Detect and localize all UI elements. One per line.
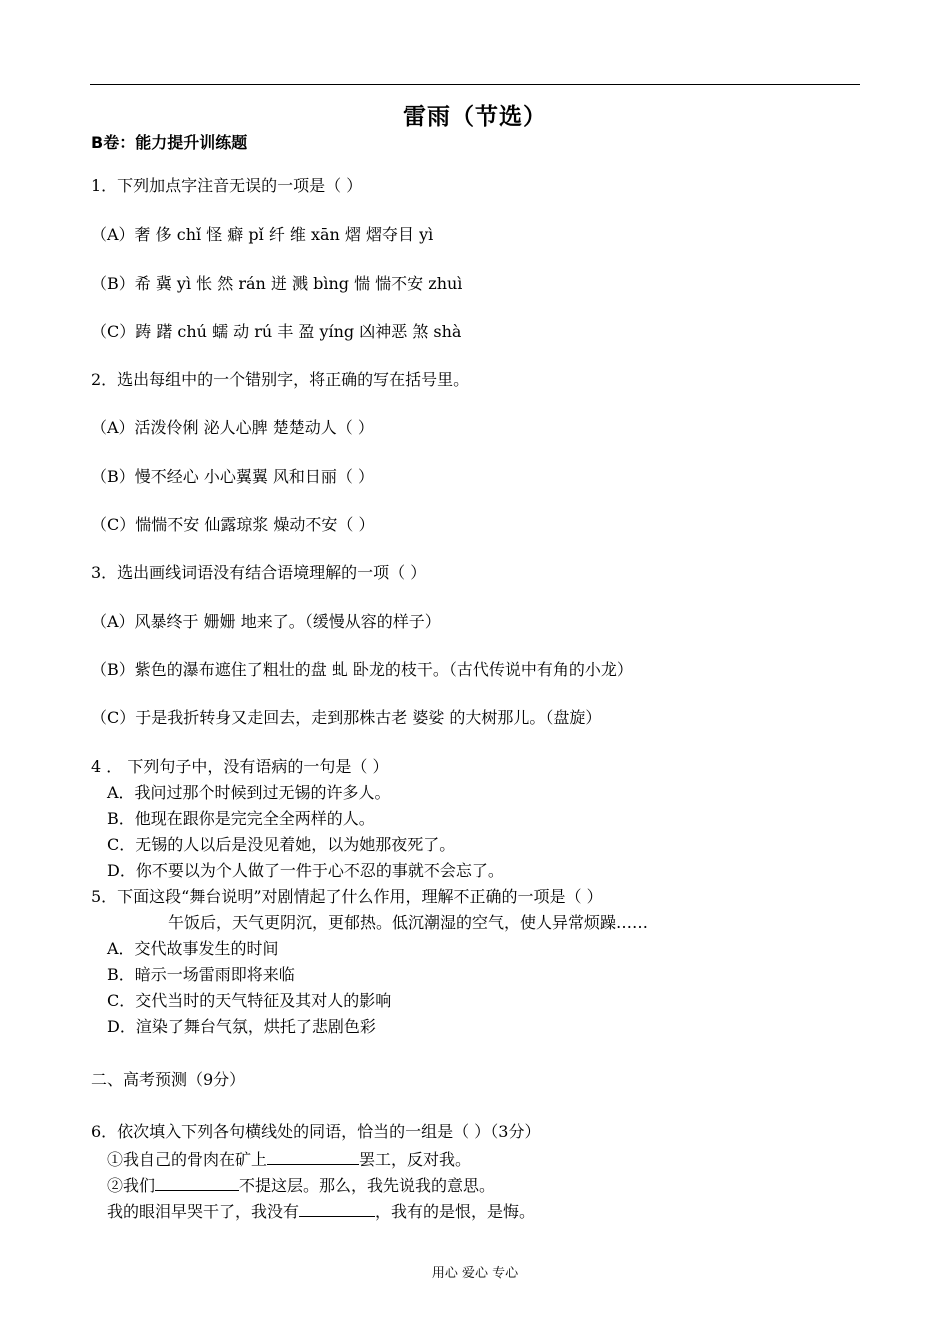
q5-option-b: B．暗示一场雷雨即将来临 (107, 965, 295, 984)
q2-option-a: （A）活泼伶俐 泌人心脾 楚楚动人（ ） (91, 418, 374, 437)
q4-option-b: B．他现在跟你是完完全全两样的人。 (107, 809, 375, 828)
q6-s1-post: 罢工，反对我。 (359, 1150, 472, 1169)
q6-sentence-3 (107, 1200, 535, 1222)
q3-stem: 3．选出画线词语没有结合语境理解的一项（ ） (91, 563, 427, 582)
q1-stem: 1．下列加点字注音无误的一项是（ ） (91, 176, 363, 195)
q6-blank-1 (267, 1148, 359, 1165)
q4-option-d: D．你不要以为个人做了一件于心不忍的事就不会忘了。 (107, 861, 504, 880)
q2-option-c: （C）惴惴不安 仙露琼浆 燥动不安（ ） (91, 515, 375, 534)
q6-s2-post: 不提这层。那么，我先说我的意思。 (239, 1176, 496, 1195)
part2-heading: 二、高考预测（9分） (91, 1070, 246, 1089)
q6-s3-post: ，我有的是恨，是悔。 (375, 1202, 536, 1221)
q6-sentence-1 (107, 1148, 471, 1170)
q6-stem: 6．依次填入下列各句横线处的同语，恰当的一组是（ ）（3分） (91, 1122, 541, 1141)
q5-stem: 5．下面这段“舞台说明”对剧情起了什么作用，理解不正确的一项是（ ） (91, 887, 603, 906)
q1-option-b: （B）希 冀 yì 怅 然 rán 迸 溅 bìng 惴 惴不安 zhuì (91, 274, 463, 293)
q5-option-d: D．渲染了舞台气氛，烘托了悲剧色彩 (107, 1017, 376, 1036)
q6-s2-pre: ②我们 (107, 1176, 156, 1195)
q5-option-a: A．交代故事发生的时间 (107, 939, 279, 958)
q4-option-c: C．无锡的人以后是没见着她，以为她那夜死了。 (107, 835, 456, 854)
q4-option-a: A．我问过那个时候到过无锡的许多人。 (107, 783, 391, 802)
header-rule (90, 84, 860, 85)
q3-option-a: （A）风暴终于 姗姗 地来了。（缓慢从容的样子） (91, 612, 441, 631)
section-heading: B卷：能力提升训练题 (91, 133, 248, 152)
q3-option-c: （C）于是我折转身又走回去，走到那株古老 婆娑 的大树那儿。（盘旋） (91, 708, 602, 727)
q1-option-a: （A）奢 侈 chǐ 怪 癖 pǐ 纤 维 xān 熠 熠夺目 yì (91, 225, 434, 244)
q1-option-c: （C）踌 躇 chú 蠕 动 rú 丰 盈 yíng 凶神恶 煞 shà (91, 322, 462, 341)
q2-option-b: （B）慢不经心 小心翼翼 风和日丽（ ） (91, 467, 375, 486)
q5-option-c: C．交代当时的天气特征及其对人的影响 (107, 991, 392, 1010)
q3-option-b: （B）紫色的瀑布遮住了粗壮的盘 虬 卧龙的枝干。（古代传说中有角的小龙） (91, 660, 633, 679)
q4-stem: 4 ． 下列句子中，没有语病的一句是（ ） (91, 757, 389, 776)
q6-blank-3 (299, 1200, 375, 1217)
q6-blank-2 (155, 1174, 239, 1191)
q5-passage: 午饭后，天气更阴沉，更郁热。低沉潮湿的空气，使人异常烦躁…… (168, 913, 649, 932)
q6-s1-pre: ①我自己的骨肉在矿上 (107, 1150, 268, 1169)
q6-s3-pre: 我的眼泪早哭干了，我没有 (107, 1202, 300, 1221)
q6-sentence-2 (107, 1174, 495, 1196)
q2-stem: 2．选出每组中的一个错别字，将正确的写在括号里。 (91, 370, 470, 389)
page-footer: 用心 爱心 专心 (431, 1266, 519, 1281)
page-title: 雷雨（节选） (403, 104, 547, 130)
